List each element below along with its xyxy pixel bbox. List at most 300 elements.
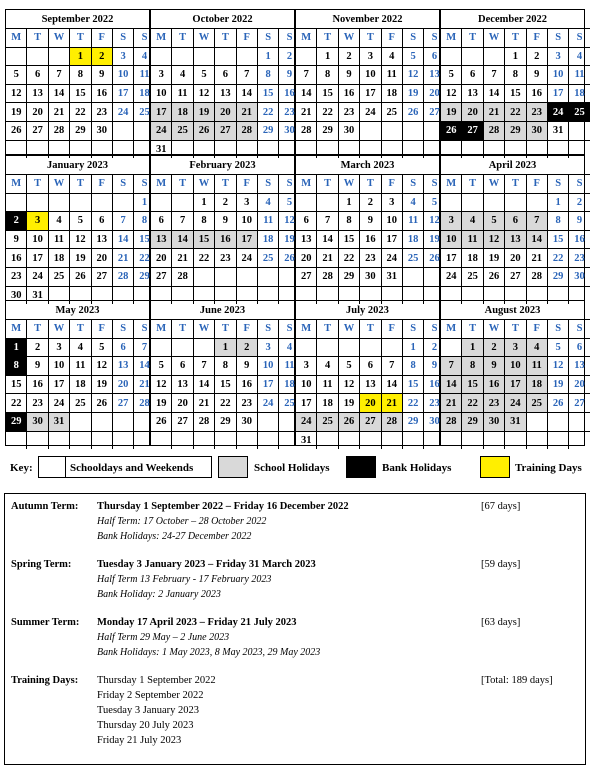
day-cell: [296, 47, 317, 66]
weekday-header: W: [193, 29, 214, 48]
day-cell: [27, 47, 48, 66]
day-cell: 13: [505, 230, 526, 249]
training-day-item: Tuesday 3 January 2023: [97, 705, 199, 716]
day-cell: 5: [483, 212, 504, 231]
day-cell: [526, 412, 547, 431]
day-cell: [441, 431, 462, 449]
day-cell: [27, 193, 48, 212]
day-cell: 12: [70, 230, 91, 249]
weekday-header: M: [151, 175, 172, 194]
day-cell: 24: [505, 394, 526, 413]
day-cell: 21: [236, 103, 257, 122]
weekday-header: S: [257, 320, 278, 339]
day-cell: 22: [462, 394, 483, 413]
day-cell: 26: [279, 249, 300, 268]
weekday-header: T: [215, 29, 236, 48]
day-cell: 14: [48, 84, 69, 103]
weekday-header: F: [91, 175, 112, 194]
day-cell: 14: [381, 375, 402, 394]
day-cell: 27: [215, 121, 236, 140]
day-cell: 1: [193, 193, 214, 212]
day-cell: [381, 338, 402, 357]
day-cell: 28: [134, 394, 155, 413]
month-july-2023: [295, 300, 440, 446]
day-cell: 16: [27, 375, 48, 394]
weekday-header: W: [48, 175, 69, 194]
day-cell: 6: [360, 357, 381, 376]
day-cell: 31: [547, 121, 568, 140]
day-cell: 8: [215, 357, 236, 376]
spring-term-label: Spring Term:: [11, 559, 72, 570]
weekday-header: W: [338, 175, 359, 194]
day-cell: 25: [279, 394, 300, 413]
weekday-header: M: [151, 29, 172, 48]
weekday-header: S: [257, 29, 278, 48]
day-cell: [151, 338, 172, 357]
day-cell: 28: [483, 121, 504, 140]
day-cell: 28: [48, 121, 69, 140]
month-title: April 2023: [488, 160, 537, 171]
day-cell: 12: [547, 357, 568, 376]
day-cell: 23: [236, 394, 257, 413]
day-cell: 1: [462, 338, 483, 357]
day-cell: 22: [6, 394, 27, 413]
day-cell: 25: [402, 249, 423, 268]
weekday-header: T: [317, 29, 338, 48]
day-cell: 28: [172, 267, 193, 286]
total-days: [Total: 189 days]: [481, 675, 553, 686]
day-cell: 21: [112, 249, 133, 268]
day-cell: 31: [505, 412, 526, 431]
day-cell: [257, 431, 278, 449]
day-cell: 13: [172, 375, 193, 394]
day-cell: 5: [279, 193, 300, 212]
day-cell: 7: [381, 357, 402, 376]
day-cell: 14: [112, 230, 133, 249]
month-title: June 2023: [199, 305, 246, 316]
day-cell: 20: [215, 103, 236, 122]
day-cell: 30: [338, 121, 359, 140]
day-cell: 1: [257, 47, 278, 66]
day-cell: 17: [27, 249, 48, 268]
month-table: [296, 319, 445, 449]
day-cell: 27: [569, 394, 590, 413]
day-cell: 24: [296, 412, 317, 431]
day-cell: 1: [402, 338, 423, 357]
day-cell: [402, 267, 423, 286]
day-cell: 24: [112, 103, 133, 122]
key-label-schooldays: Schooldays and Weekends: [70, 462, 194, 474]
day-cell: 30: [526, 121, 547, 140]
summer-term-dates: Monday 17 April 2023 – Friday 21 July 2023: [97, 617, 297, 628]
weekday-header: F: [236, 320, 257, 339]
day-cell: 20: [27, 103, 48, 122]
weekday-header: M: [296, 175, 317, 194]
weekday-header: S: [134, 175, 155, 194]
key-swatch-school-holidays: [218, 456, 248, 478]
day-cell: [569, 431, 590, 449]
weekday-header: T: [462, 29, 483, 48]
month-title: January 2023: [47, 160, 108, 171]
day-cell: 31: [48, 412, 69, 431]
day-cell: 3: [151, 66, 172, 85]
day-cell: [193, 47, 214, 66]
day-cell: [172, 193, 193, 212]
month-title: December 2022: [478, 14, 547, 25]
training-day-item: Friday 2 September 2022: [97, 690, 204, 701]
weekday-header: T: [172, 320, 193, 339]
day-cell: 14: [134, 357, 155, 376]
day-cell: 15: [547, 230, 568, 249]
day-cell: 27: [91, 267, 112, 286]
day-cell: 25: [569, 103, 590, 122]
day-cell: 12: [338, 375, 359, 394]
weekday-header: S: [547, 29, 568, 48]
day-cell: 8: [402, 357, 423, 376]
day-cell: 15: [6, 375, 27, 394]
day-cell: [441, 338, 462, 357]
day-cell: 11: [134, 66, 155, 85]
weekday-header: F: [236, 175, 257, 194]
day-cell: 21: [193, 394, 214, 413]
day-cell: 9: [279, 66, 300, 85]
weekday-header: T: [172, 175, 193, 194]
day-cell: 5: [193, 66, 214, 85]
day-cell: 21: [441, 394, 462, 413]
month-february-2023: [150, 155, 295, 301]
day-cell: 15: [402, 375, 423, 394]
day-cell: 4: [381, 47, 402, 66]
day-cell: 18: [462, 249, 483, 268]
day-cell: [257, 267, 278, 286]
day-cell: 13: [569, 357, 590, 376]
day-cell: 18: [172, 103, 193, 122]
day-cell: [151, 193, 172, 212]
weekday-header: M: [441, 320, 462, 339]
month-march-2023: [295, 155, 440, 301]
weekday-header: F: [91, 320, 112, 339]
day-cell: 29: [215, 412, 236, 431]
weekday-header: S: [402, 175, 423, 194]
day-cell: 4: [172, 66, 193, 85]
day-cell: 5: [70, 212, 91, 231]
spring-term-days: [59 days]: [481, 559, 521, 570]
day-cell: 15: [338, 230, 359, 249]
day-cell: 8: [505, 66, 526, 85]
day-cell: 29: [6, 412, 27, 431]
day-cell: 9: [27, 357, 48, 376]
day-cell: 2: [279, 47, 300, 66]
weekday-header: M: [296, 320, 317, 339]
day-cell: 22: [402, 394, 423, 413]
day-cell: 10: [547, 66, 568, 85]
day-cell: 9: [483, 357, 504, 376]
day-cell: 22: [317, 103, 338, 122]
day-cell: 24: [360, 103, 381, 122]
weekday-header: S: [134, 320, 155, 339]
month-table: [6, 174, 155, 304]
day-cell: 1: [317, 47, 338, 66]
day-cell: 8: [338, 212, 359, 231]
day-cell: 5: [424, 193, 445, 212]
day-cell: 17: [360, 84, 381, 103]
day-cell: [441, 193, 462, 212]
day-cell: 19: [193, 103, 214, 122]
day-cell: 26: [547, 394, 568, 413]
weekday-header: F: [526, 175, 547, 194]
day-cell: [215, 431, 236, 449]
day-cell: 10: [112, 66, 133, 85]
day-cell: 9: [526, 66, 547, 85]
day-cell: [569, 412, 590, 431]
day-cell: 31: [296, 431, 317, 449]
day-cell: [172, 431, 193, 449]
day-cell: 17: [441, 249, 462, 268]
day-cell: 24: [48, 394, 69, 413]
day-cell: 1: [134, 193, 155, 212]
day-cell: 21: [483, 103, 504, 122]
day-cell: 15: [215, 375, 236, 394]
weekday-header: T: [70, 175, 91, 194]
month-title: September 2022: [41, 14, 114, 25]
weekday-header: M: [6, 175, 27, 194]
day-cell: 29: [134, 267, 155, 286]
summer-bank-holidays: Bank Holidays: 1 May 2023, 8 May 2023, 29 May 2023: [97, 647, 321, 658]
day-cell: 6: [27, 66, 48, 85]
day-cell: 11: [279, 357, 300, 376]
day-cell: 1: [70, 47, 91, 66]
day-cell: 16: [215, 230, 236, 249]
day-cell: 22: [257, 103, 278, 122]
day-cell: 5: [6, 66, 27, 85]
day-cell: 14: [441, 375, 462, 394]
day-cell: 26: [441, 121, 462, 140]
day-cell: 27: [360, 412, 381, 431]
day-cell: 19: [441, 103, 462, 122]
weekday-header: S: [424, 175, 445, 194]
day-cell: [402, 431, 423, 449]
day-cell: [6, 47, 27, 66]
weekday-header: F: [236, 29, 257, 48]
spring-half-term: Half Term 13 February - 17 February 2023: [97, 574, 272, 585]
day-cell: 19: [151, 394, 172, 413]
day-cell: 29: [462, 412, 483, 431]
day-cell: 15: [193, 230, 214, 249]
weekday-header: S: [424, 29, 445, 48]
day-cell: 3: [112, 47, 133, 66]
weekday-header: S: [112, 320, 133, 339]
month-september-2022: [5, 9, 150, 155]
day-cell: 23: [215, 249, 236, 268]
day-cell: 6: [172, 357, 193, 376]
day-cell: 19: [402, 84, 423, 103]
day-cell: 10: [360, 66, 381, 85]
day-cell: 2: [215, 193, 236, 212]
weekday-header: T: [462, 320, 483, 339]
day-cell: 7: [296, 66, 317, 85]
day-cell: 16: [569, 230, 590, 249]
day-cell: 7: [236, 66, 257, 85]
day-cell: 4: [569, 47, 590, 66]
day-cell: 2: [91, 47, 112, 66]
month-table: [441, 28, 590, 158]
day-cell: 29: [505, 121, 526, 140]
weekday-header: F: [526, 29, 547, 48]
day-cell: 12: [483, 230, 504, 249]
day-cell: [505, 431, 526, 449]
day-cell: 25: [134, 103, 155, 122]
weekday-header: T: [360, 29, 381, 48]
day-cell: 10: [48, 357, 69, 376]
day-cell: 20: [112, 375, 133, 394]
day-cell: 9: [91, 66, 112, 85]
day-cell: [215, 47, 236, 66]
day-cell: 9: [6, 230, 27, 249]
day-cell: 19: [6, 103, 27, 122]
day-cell: 24: [381, 249, 402, 268]
day-cell: 18: [402, 230, 423, 249]
day-cell: 9: [236, 357, 257, 376]
day-cell: [360, 431, 381, 449]
weekday-header: T: [505, 320, 526, 339]
day-cell: 11: [381, 66, 402, 85]
day-cell: [236, 267, 257, 286]
weekday-header: W: [483, 175, 504, 194]
day-cell: 8: [6, 357, 27, 376]
day-cell: 18: [317, 394, 338, 413]
day-cell: 7: [112, 212, 133, 231]
day-cell: 20: [462, 103, 483, 122]
day-cell: [6, 431, 27, 449]
day-cell: [526, 193, 547, 212]
month-table: [151, 319, 300, 449]
spring-bank-holiday: Bank Holiday: 2 January 2023: [97, 589, 221, 600]
day-cell: [112, 431, 133, 449]
term-dates-box: [4, 493, 586, 765]
day-cell: [360, 121, 381, 140]
day-cell: 27: [27, 121, 48, 140]
day-cell: [547, 412, 568, 431]
day-cell: 10: [151, 84, 172, 103]
day-cell: 14: [172, 230, 193, 249]
day-cell: [151, 431, 172, 449]
day-cell: 28: [296, 121, 317, 140]
weekday-header: T: [215, 175, 236, 194]
day-cell: 31: [27, 286, 48, 304]
day-cell: 24: [151, 121, 172, 140]
key-label-bank-holidays: Bank Holidays: [382, 462, 452, 474]
weekday-header: S: [112, 29, 133, 48]
day-cell: 3: [236, 193, 257, 212]
day-cell: 7: [172, 212, 193, 231]
day-cell: [236, 47, 257, 66]
month-table: [6, 28, 155, 158]
day-cell: [6, 193, 27, 212]
day-cell: 3: [360, 47, 381, 66]
day-cell: 29: [547, 267, 568, 286]
day-cell: [70, 412, 91, 431]
weekday-header: T: [70, 320, 91, 339]
day-cell: 21: [296, 103, 317, 122]
day-cell: 9: [360, 212, 381, 231]
day-cell: 12: [193, 84, 214, 103]
day-cell: [91, 412, 112, 431]
day-cell: 3: [505, 338, 526, 357]
day-cell: 15: [134, 230, 155, 249]
day-cell: 2: [526, 47, 547, 66]
summer-term-days: [63 days]: [481, 617, 521, 628]
day-cell: 27: [505, 267, 526, 286]
day-cell: 4: [134, 47, 155, 66]
key-label-training-days: Training Days: [515, 462, 582, 474]
day-cell: 8: [70, 66, 91, 85]
day-cell: [236, 431, 257, 449]
day-cell: 8: [257, 66, 278, 85]
day-cell: [483, 431, 504, 449]
day-cell: 13: [151, 230, 172, 249]
day-cell: 26: [193, 121, 214, 140]
day-cell: 30: [360, 267, 381, 286]
day-cell: 8: [134, 212, 155, 231]
month-title: August 2023: [484, 305, 541, 316]
day-cell: 9: [215, 212, 236, 231]
weekday-header: S: [134, 29, 155, 48]
weekday-header: S: [424, 320, 445, 339]
day-cell: 4: [462, 212, 483, 231]
day-cell: 19: [279, 230, 300, 249]
day-cell: 29: [70, 121, 91, 140]
day-cell: [462, 193, 483, 212]
day-cell: 25: [257, 249, 278, 268]
day-cell: 6: [91, 212, 112, 231]
day-cell: [505, 193, 526, 212]
day-cell: 21: [48, 103, 69, 122]
day-cell: 18: [48, 249, 69, 268]
day-cell: [296, 193, 317, 212]
day-cell: 25: [172, 121, 193, 140]
day-cell: 18: [569, 84, 590, 103]
month-november-2022: [295, 9, 440, 155]
day-cell: 7: [193, 357, 214, 376]
day-cell: 11: [257, 212, 278, 231]
weekday-header: M: [6, 320, 27, 339]
day-cell: 19: [338, 394, 359, 413]
day-cell: 23: [483, 394, 504, 413]
day-cell: 7: [526, 212, 547, 231]
day-cell: 11: [70, 357, 91, 376]
day-cell: 5: [441, 66, 462, 85]
training-days-label: Training Days:: [11, 675, 79, 686]
day-cell: [317, 431, 338, 449]
day-cell: [112, 193, 133, 212]
day-cell: 7: [441, 357, 462, 376]
day-cell: 7: [48, 66, 69, 85]
day-cell: 17: [236, 230, 257, 249]
day-cell: 23: [424, 394, 445, 413]
day-cell: 2: [338, 47, 359, 66]
weekday-header: W: [48, 320, 69, 339]
day-cell: 22: [547, 249, 568, 268]
day-cell: 23: [91, 103, 112, 122]
day-cell: 6: [569, 338, 590, 357]
day-cell: 18: [134, 84, 155, 103]
day-cell: [483, 47, 504, 66]
day-cell: [193, 338, 214, 357]
month-october-2022: [150, 9, 295, 155]
day-cell: 3: [27, 212, 48, 231]
day-cell: 12: [91, 357, 112, 376]
weekday-header: F: [381, 29, 402, 48]
